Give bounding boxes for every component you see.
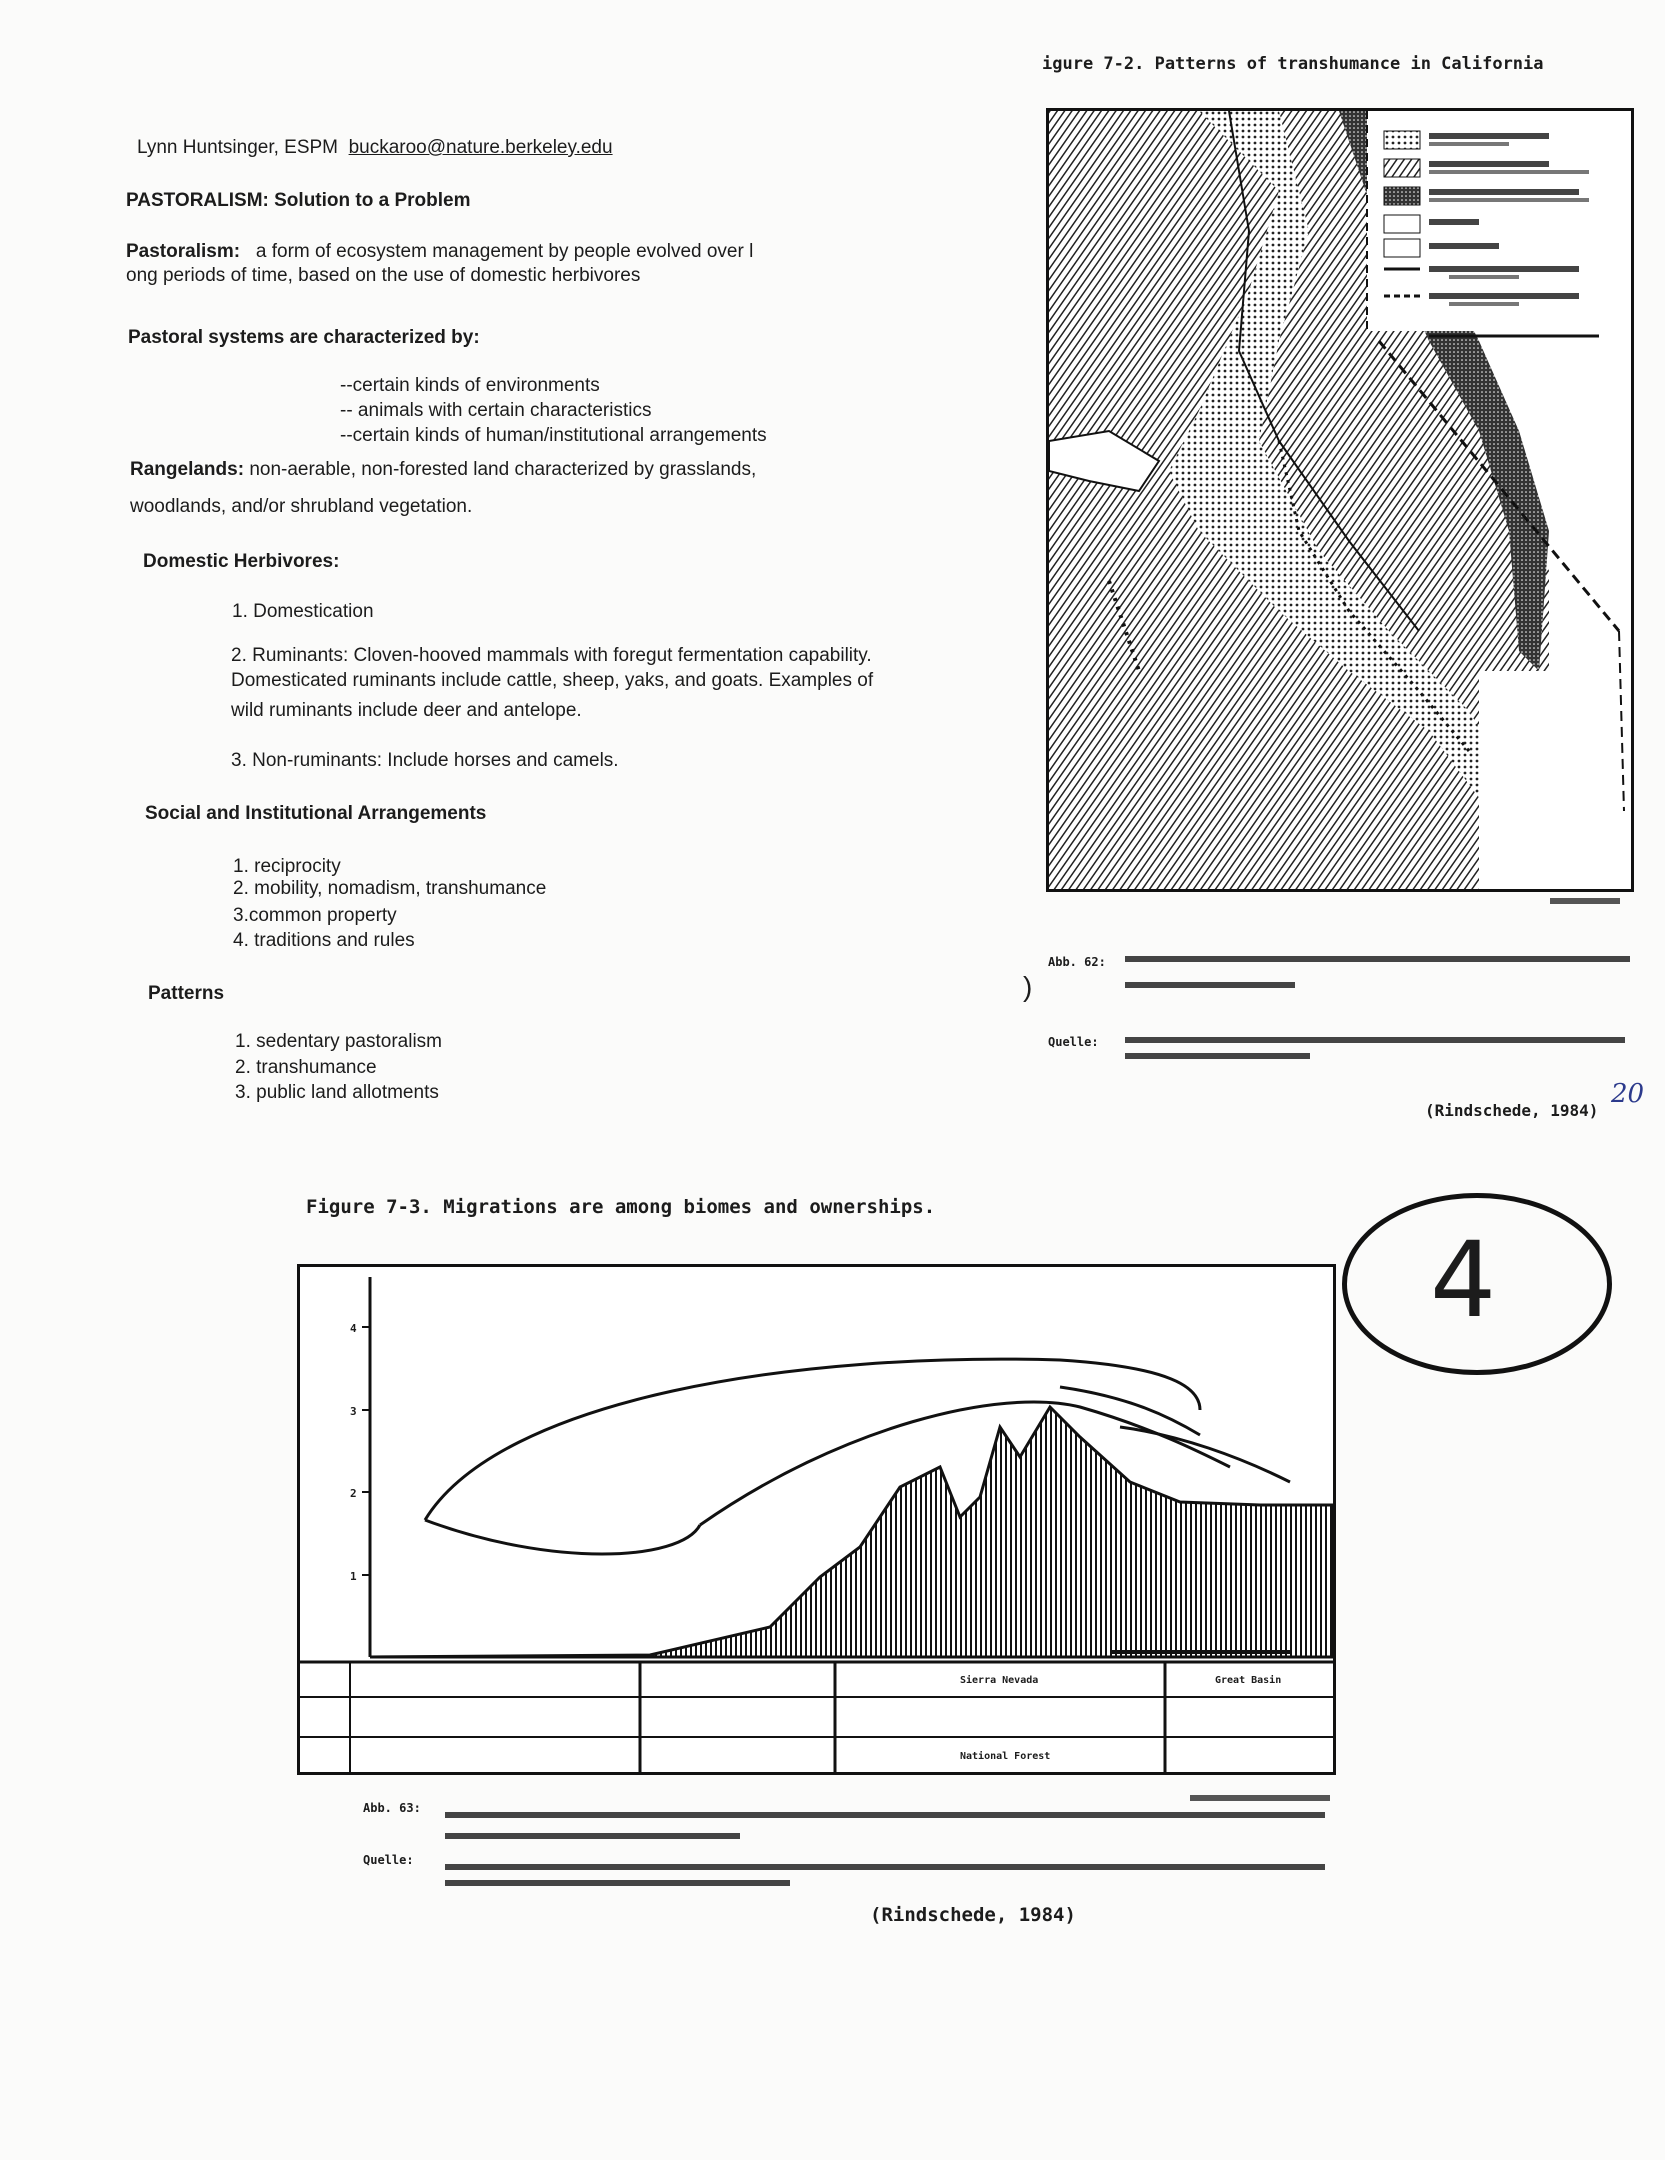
- y-tick-1: 1: [350, 1570, 357, 1583]
- pastoralism-text-line1: a form of ecosystem management by people evolved over l: [255, 241, 754, 262]
- region-cell-sierra-nevada: Sierra Nevada: [960, 1675, 1039, 1686]
- ownership-cell-national-forest: National Forest: [960, 1751, 1051, 1762]
- patterns-item: 3. public land allotments: [235, 1082, 439, 1103]
- patterns-item: 2. transhumance: [235, 1057, 377, 1078]
- pastoral-systems-heading: Pastoral systems are characterized by:: [128, 327, 480, 348]
- rangelands-text-line1: non-aerable, non-forested land characterized by grasslands,: [249, 459, 757, 480]
- y-tick-3: 3: [350, 1405, 357, 1418]
- y-tick-4: 4: [350, 1322, 357, 1335]
- figure-7-3-abb-text: [445, 1812, 1325, 1818]
- transhumance-profile: [300, 1267, 1333, 1772]
- migration-route: [425, 1520, 700, 1554]
- figure-7-3-quelle-text: [445, 1864, 1325, 1870]
- figure-7-3-quelle-label: Quelle:: [363, 1853, 414, 1867]
- social-item: 2. mobility, nomadism, transhumance: [233, 878, 547, 899]
- pastoralism-definition: [126, 240, 753, 264]
- page-title: PASTORALISM: Solution to a Problem: [126, 190, 471, 211]
- author-email-link[interactable]: buckaroo@nature.berkeley.edu: [348, 137, 613, 158]
- pastoralism-term: Pastoralism:: [126, 241, 241, 262]
- region-cell-great-basin: Great Basin: [1215, 1675, 1282, 1686]
- figure-7-2-abb-label: Abb. 62:: [1048, 955, 1106, 969]
- figure-7-3-title: Figure 7-3. Migrations are among biomes and ownerships.: [306, 1196, 936, 1218]
- author-line: [137, 136, 613, 160]
- figure-7-3-frame: [297, 1264, 1336, 1775]
- social-heading: Social and Institutional Arrangements: [145, 803, 487, 824]
- page-number: 4: [1430, 1219, 1497, 1341]
- figure-7-2-citation: (Rindschede, 1984): [1425, 1101, 1599, 1120]
- rangelands-text-line2: woodlands, and/or shrubland vegetation.: [130, 496, 473, 517]
- patterns-heading: Patterns: [148, 983, 225, 1004]
- social-item: 1. reciprocity: [233, 856, 341, 877]
- patterns-item: 1. sedentary pastoralism: [235, 1031, 442, 1052]
- systems-item: --certain kinds of human/institutional arrangements: [340, 425, 767, 446]
- rangelands-definition: [130, 458, 756, 482]
- figure-7-3-abb-label: Abb. 63:: [363, 1801, 421, 1815]
- map-credit: [1550, 898, 1620, 904]
- figure-7-3-citation: (Rindschede, 1984): [870, 1904, 1076, 1926]
- systems-item: --certain kinds of environments: [340, 375, 600, 396]
- social-item: 3.common property: [233, 905, 397, 926]
- figure-7-2-quelle-text-2: [1125, 1053, 1310, 1059]
- herbivores-item: 3. Non-ruminants: Include horses and camels.: [231, 750, 619, 771]
- desert-region: [1479, 671, 1631, 889]
- figure-7-2-abb-text-2: [1125, 982, 1295, 988]
- figure-7-3-quelle-text-2: [445, 1880, 790, 1886]
- systems-item: -- animals with certain characteristics: [340, 400, 652, 421]
- handwritten-note: 20: [1611, 1079, 1645, 1109]
- herbivores-heading: Domestic Herbivores:: [143, 551, 340, 572]
- figure-7-2-title: igure 7-2. Patterns of transhumance in California: [1042, 54, 1544, 74]
- herbivores-item: wild ruminants include deer and antelope.: [231, 700, 582, 721]
- y-tick-2: 2: [350, 1487, 357, 1500]
- author-name: Lynn Huntsinger, ESPM: [137, 137, 339, 158]
- figure-7-3-abb-text-2: [445, 1833, 740, 1839]
- figure-7-3-credit: [1190, 1795, 1330, 1801]
- figure-7-2-map-frame: [1046, 108, 1634, 892]
- figure-7-2-quelle-label: Quelle:: [1048, 1035, 1099, 1049]
- figure-7-2-quelle-text: [1125, 1037, 1625, 1043]
- social-item: 4. traditions and rules: [233, 930, 415, 951]
- herbivores-item: 2. Ruminants: Cloven-hooved mammals with foregut fermentation capability.: [231, 645, 872, 666]
- herbivores-item: 1. Domestication: [232, 601, 374, 622]
- california-map: [1049, 111, 1631, 889]
- bracket-mark: ): [1023, 971, 1033, 1002]
- herbivores-item: Domesticated ruminants include cattle, sheep, yaks, and goats. Examples of: [231, 670, 874, 691]
- figure-7-2-abb-text: [1125, 956, 1630, 962]
- rangelands-term: Rangelands:: [130, 459, 245, 480]
- pastoralism-text-line2: ong periods of time, based on the use of domestic herbivores: [126, 265, 641, 286]
